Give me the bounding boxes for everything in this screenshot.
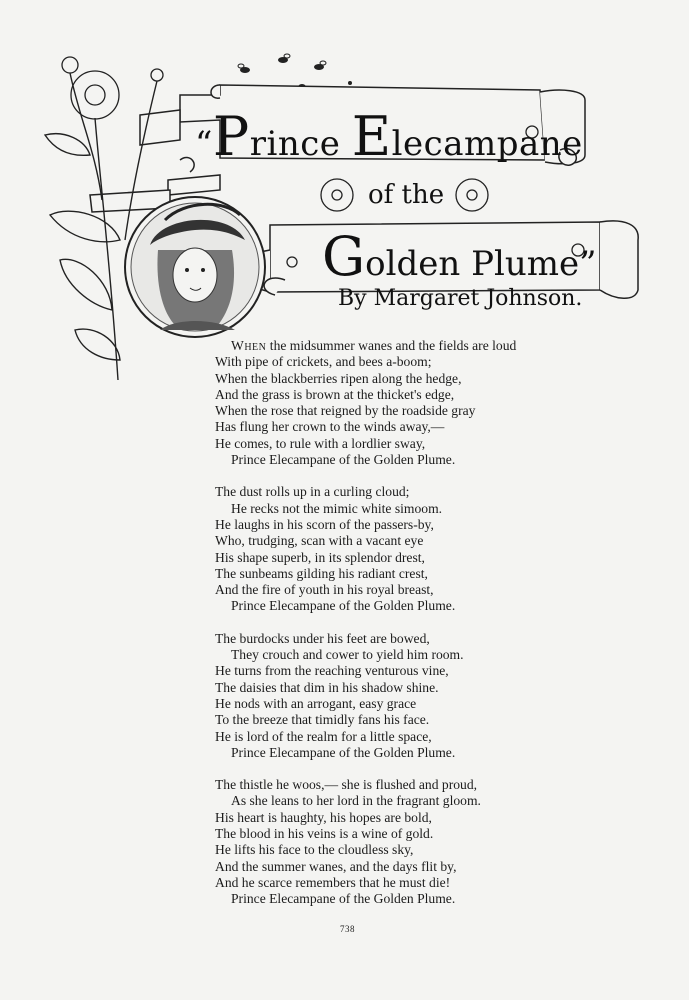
poem-line: And the grass is brown at the thicket's edge, xyxy=(215,386,455,402)
title-initial-g: G xyxy=(322,225,366,288)
poem-line: The sunbeams gilding his radiant crest, xyxy=(215,565,428,581)
page-number: 738 xyxy=(340,924,355,934)
title-initial-p: P xyxy=(212,105,250,168)
poem-line: Who, trudging, scan with a vacant eye xyxy=(215,533,424,549)
poem-line: Has flung her crown to the winds away,— xyxy=(215,419,445,435)
refrain: Prince Elecampane of the Golden Plume. xyxy=(231,452,456,468)
title-word-prince: rince xyxy=(249,124,352,164)
poem-line: As she leans to her lord in the fragrant gloom. xyxy=(231,793,481,809)
first-line-rest: the midsummer wanes and the fields are loud xyxy=(266,338,517,353)
poem-line: He comes, to rule with a lordlier sway, xyxy=(215,435,426,451)
poem-line: And he scarce remembers that he must die! xyxy=(215,874,451,890)
byline: By Margaret Johnson. xyxy=(338,286,583,311)
poem-line: He nods with an arrogant, easy grace xyxy=(215,695,417,711)
portrait-medallion-icon xyxy=(125,197,265,337)
stanza xyxy=(215,484,635,614)
poem-line: The burdocks under his feet are bowed, xyxy=(215,630,430,646)
poem-line: And the fire of youth in his royal breast, xyxy=(215,582,434,598)
poem-line: The thistle he woos,— she is flushed and proud, xyxy=(215,777,478,793)
title-line-3 xyxy=(322,225,597,288)
poem-line: The dust rolls up in a curling cloud; xyxy=(215,484,410,500)
poem-line: His heart is haughty, his hopes are bold, xyxy=(215,809,432,825)
title-initial-e: E xyxy=(351,105,392,168)
poem-line: He laughs in his scorn of the passers-by, xyxy=(215,516,434,532)
bee-icon xyxy=(238,54,352,90)
first-word: When xyxy=(231,338,267,353)
poem xyxy=(215,338,635,924)
poem-line: When the rose that reigned by the roadside gray xyxy=(215,403,476,419)
title-line-2: of the xyxy=(368,180,445,210)
refrain: Prince Elecampane of the Golden Plume. xyxy=(231,598,456,614)
poem-line: With pipe of crickets, and bees a-boom; xyxy=(215,354,432,370)
poem-line: He is lord of the realm for a little space, xyxy=(215,728,432,744)
poem-line: He turns from the reaching venturous vine, xyxy=(215,663,449,679)
poem-line: His shape superb, in its splendor drest, xyxy=(215,549,425,565)
poem-line: He recks not the mimic white simoom. xyxy=(231,500,443,516)
title-words-golden-plume: olden Plume xyxy=(365,244,580,284)
close-quote: ” xyxy=(579,244,597,284)
refrain: Prince Elecampane of the Golden Plume. xyxy=(231,744,456,760)
refrain: Prince Elecampane of the Golden Plume. xyxy=(231,891,456,907)
open-quote: “ xyxy=(195,124,213,164)
poem-line: He lifts his face to the cloudless sky, xyxy=(215,842,414,858)
poem-line: When the blackberries ripen along the hedge, xyxy=(215,370,462,386)
stanza xyxy=(215,338,635,468)
stanza xyxy=(215,631,635,761)
title-line-1 xyxy=(195,105,583,168)
stanza xyxy=(215,777,635,907)
poem-line: And the summer wanes, and the days flit by, xyxy=(215,858,457,874)
title-word-elecampane: lecampane xyxy=(391,124,583,164)
poem-line: To the breeze that timidly fans his face. xyxy=(215,712,430,728)
poem-line: The daisies that dim in his shadow shine. xyxy=(215,679,439,695)
poem-line xyxy=(215,338,635,354)
poem-line: The blood in his veins is a wine of gold. xyxy=(215,826,434,842)
poem-line: They crouch and cower to yield him room. xyxy=(231,647,464,663)
